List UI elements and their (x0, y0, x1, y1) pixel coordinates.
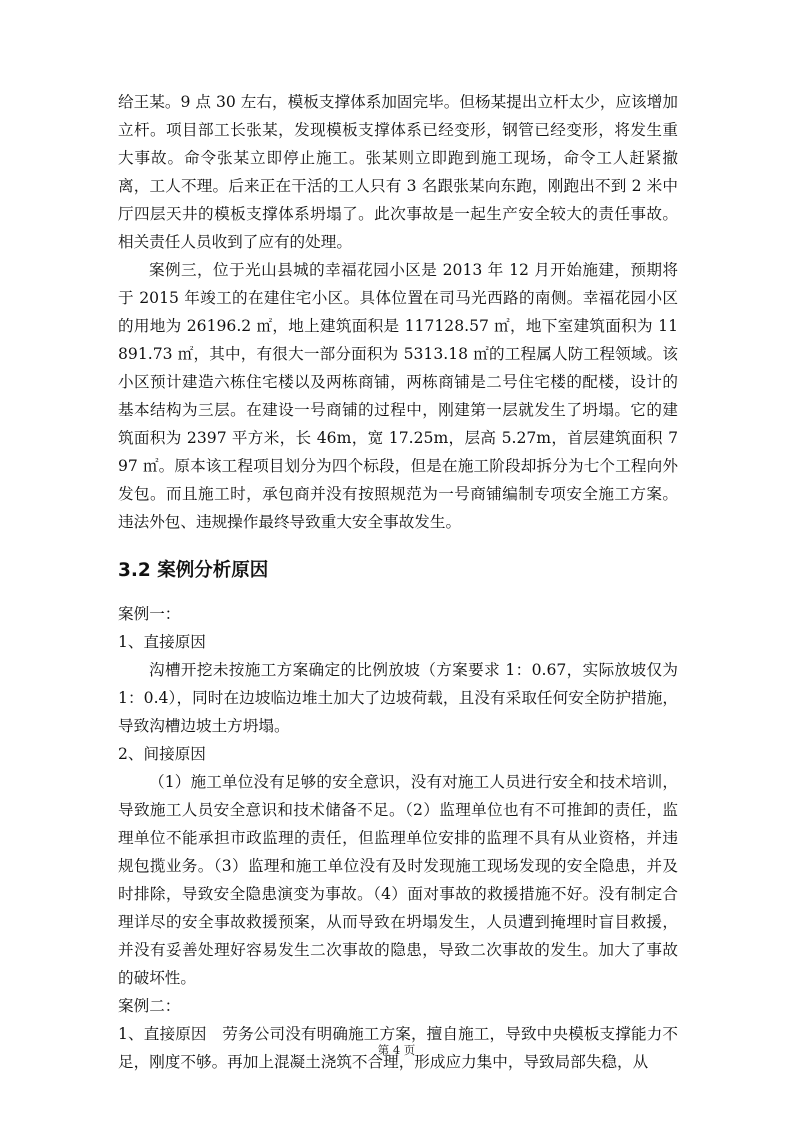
paragraph-case2-continuation: 给王某。9 点 30 左右，模板支撑体系加固完毕。但杨某提出立杆太少，应该增加立杆。项目部工长张某，发现模板支撑体系已经变形，钢管已经变形，将发生重大事故。命令张某立即停止施工。张某则立即跑到施工现场，命令工人赶紧撤离，工人不理。后来正在干活的工人只有 3 名跟张某向东跑，刚跑出不到 2 米中厅四层天井的模板支撑体系坍塌了。此次事故是一起生产安全较大的责任事故。相关责任人员收到了应有的处理。 (118, 93, 678, 251)
case1-direct-cause-text: 沟槽开挖未按施工方案确定的比例放坡（方案要求 1：0.67，实际放坡仅为 1：0.4），同时在边坡临边堆土加大了边坡荷载，且没有采取任何安全防护措施，导致沟槽边坡土方坍塌。 (118, 661, 678, 735)
paragraph-case3: 案例三，位于光山县城的幸福花园小区是 2013 年 12 月开始施建，预期将于 2015 年竣工的在建住宅小区。具体位置在司马光西路的南侧。幸福花园小区的用地为 26196.2 ㎡，地上建筑面积是 117128.57 ㎡，地下室建筑面积为 11891.73 ㎡，其中，有很大一部分面积为 5313.18 ㎡的工程属人防工程领域。该小区预计建造六栋住宅楼以及两栋商铺，两栋商铺是二号住宅楼的配楼，设计的基本结构为三层。在建设一号商铺的过程中，刚建第一层就发生了坍塌。它的建筑面积为 2397 平方米，长 46m，宽 17.25m，层高 5.27m，首层建筑面积 797 ㎡。原本该工程项目划分为四个标段，但是在施工阶段却拆分为七个工程向外发包。而且施工时，承包商并没有按照规范为一号商铺编制专项安全施工方案。违法外包、违规操作最终导致重大安全事故发生。 (118, 261, 678, 531)
document-body (118, 88, 678, 1076)
case1-label: 案例一： (118, 605, 181, 623)
case2-direct-cause-text: 1、直接原因 劳务公司没有明确施工方案，擅自施工，导致中央模板支撑能力不足，刚度不够。再加上混凝土浇筑不合理，形成应力集中，导致局部失稳，从 (118, 1025, 678, 1071)
section-heading: 3.2 案例分析原因 (118, 560, 269, 581)
case2-label: 案例二： (118, 997, 181, 1015)
page-number: 第 4 页 (377, 1043, 416, 1057)
case1-indirect-cause-text: （1）施工单位没有足够的安全意识，没有对施工人员进行安全和技术培训，导致施工人员安全意识和技术储备不足。（2）监理单位也有不可推卸的责任，监理单位不能承担市政监理的责任，但监理单位安排的监理不具有从业资格，并违规包揽业务。（3）监理和施工单位没有及时发现施工现场发现的安全隐患，并及时排除，导致安全隐患演变为事故。（4）面对事故的救援措施不好。没有制定合理详尽的安全事故救援预案，从而导致在坍塌发生，人员遭到掩埋时盲目救援，并没有妥善处理好容易发生二次事故的隐患，导致二次事故的发生。加大了事故的破坏性。 (118, 773, 678, 987)
case1-indirect-cause-label: 2、间接原因 (118, 745, 206, 763)
case1-direct-cause-label: 1、直接原因 (118, 633, 206, 651)
